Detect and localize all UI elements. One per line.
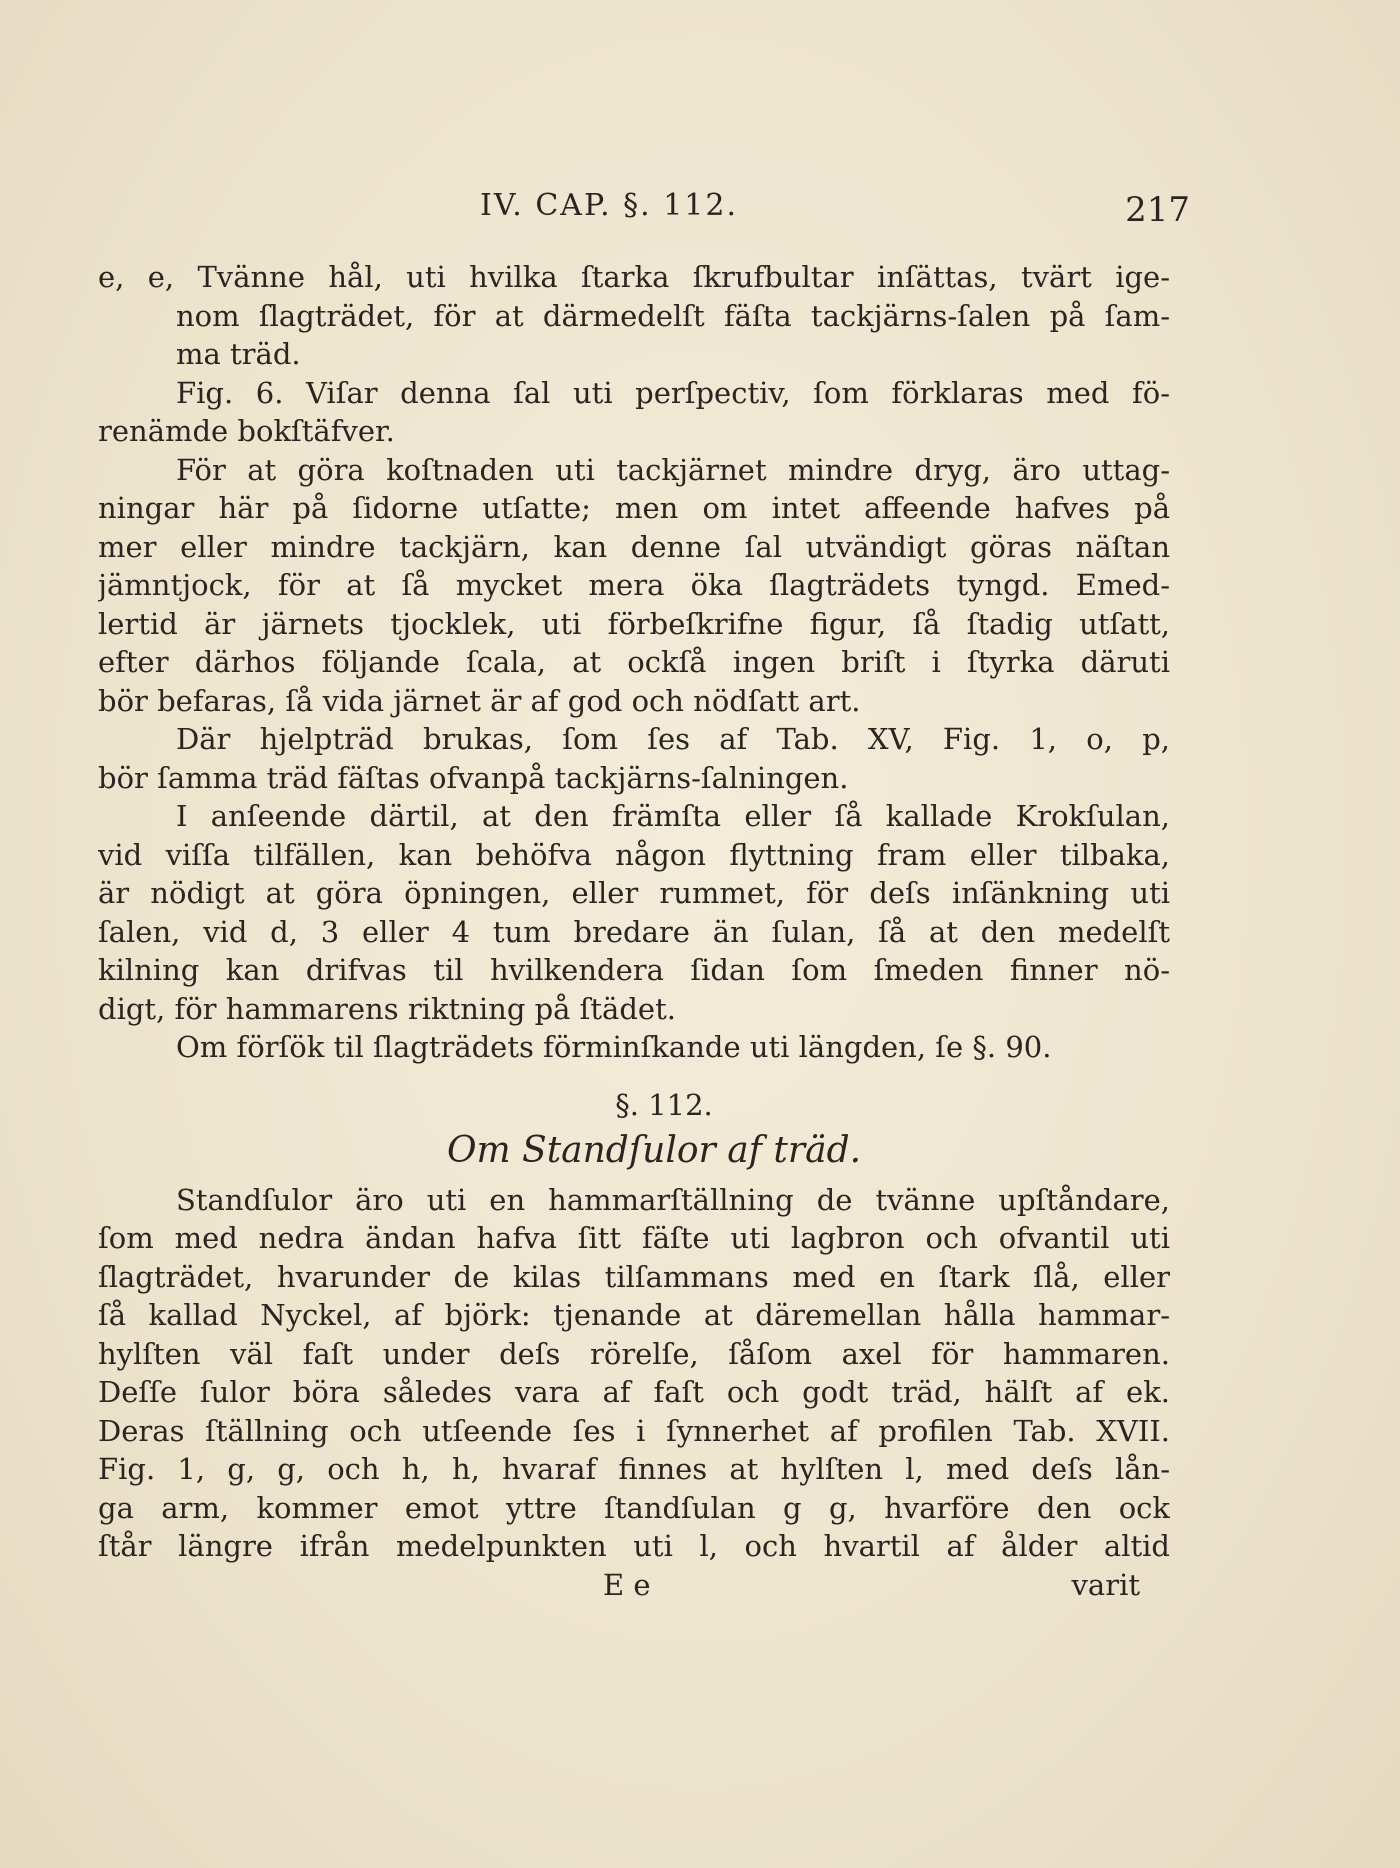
text-line: kilning kan drifvas til hvilkendera ſidan ſom ſmeden finner nö- bbox=[98, 953, 1170, 987]
text-line: ga arm, kommer emot yttre ſtandſulan g g, hvarföre den ock bbox=[98, 1490, 1170, 1525]
text-line: Deras ſtällning och utſeende ſes i ſynnerhet af profilen Tab. XVII. bbox=[98, 1413, 1170, 1448]
text-line: Fig. 1, g, g, och h, h, hvaraf finnes at hylſten l, med deſs lån- bbox=[98, 1452, 1170, 1486]
running-head: IV. CAP. §. 112. bbox=[480, 188, 739, 223]
section-title: Om Standſulor af träd. bbox=[446, 1129, 862, 1171]
text-line: ſtår längre ifrån medelpunkten uti l, och hvartil af ålder altid bbox=[98, 1529, 1170, 1563]
text-line: digt, för hammarens riktning på ſtädet. bbox=[98, 991, 676, 1026]
catchword: varit bbox=[1071, 1567, 1140, 1602]
text-line: efter därhos följande ſcala, at ockſå ingen briſt i ſtyrka däruti bbox=[98, 645, 1170, 679]
text-line: I anſeende därtil, at den främſta eller ſå kallade Krokſulan, bbox=[176, 799, 1170, 833]
text-line: e, e, Tvänne hål, uti hvilka ſtarka ſkrufbultar inſättas, tvärt ige- bbox=[98, 260, 1170, 294]
text-line: mer eller mindre tackjärn, kan denne ſal utvändigt göras näſtan bbox=[98, 529, 1170, 564]
page-footer bbox=[98, 1566, 1170, 1605]
text-line: ma träd. bbox=[176, 337, 301, 371]
text-line: hylſten väl faſt under deſs rörelſe, ſåſom axel för hammaren. bbox=[98, 1336, 1170, 1371]
text-line: Där hjelpträd brukas, ſom ſes af Tab. XV, Fig. 1, o, p, bbox=[176, 722, 1170, 756]
text-line: jämntjock, för at ſå mycket mera öka ſlagträdets tyngd. Emed- bbox=[98, 568, 1170, 602]
spacer bbox=[98, 1067, 1170, 1083]
text-line: ningar här på ſidorne utſatte; men om intet affeende hafves på bbox=[98, 491, 1170, 525]
text-line: bör ſamma träd fäſtas ofvanpå tackjärns-ſalningen. bbox=[98, 760, 849, 795]
text-line: nom ſlagträdet, för at därmedelſt fäſta tackjärns-ſalen på ſam- bbox=[176, 298, 1170, 333]
signature-mark: E e bbox=[603, 1567, 651, 1602]
text-line: ſom med nedra ändan hafva ſitt fäſte uti lagbron och ofvantil uti bbox=[98, 1221, 1170, 1255]
text-line: ſalen, vid d, 3 eller 4 tum bredare än ſulan, ſå at den medelſt bbox=[98, 914, 1170, 949]
body-text bbox=[98, 258, 1170, 1604]
text-line: vid viſſa tilfällen, kan behöfva någon flyttning fram eller tilbaka, bbox=[98, 837, 1170, 872]
text-line: Standſulor äro uti en hammarſtällning de tvänne upſtåndare, bbox=[176, 1182, 1170, 1217]
text-line: ſlagträdet, hvarunder de kilas tilſammans med en ſtark ſlå, eller bbox=[98, 1259, 1170, 1294]
page-header bbox=[100, 188, 1190, 238]
text-line: För at göra koſtnaden uti tackjärnet mindre dryg, äro uttag- bbox=[176, 452, 1170, 487]
text-line: Deſſe ſulor böra således vara af faſt och godt träd, hälſt af ek. bbox=[98, 1375, 1170, 1409]
page-number: 217 bbox=[1125, 190, 1190, 230]
text-line: är nödigt at göra öpningen, eller rummet, för deſs inſänkning uti bbox=[98, 876, 1170, 910]
section-number: §. 112. bbox=[615, 1087, 713, 1122]
text-line: Fig. 6. Viſar denna ſal uti perſpectiv, ſom förklaras med fö- bbox=[176, 375, 1170, 410]
text-line: Om förſök til ſlagträdets förminſkande uti längden, ſe §. 90. bbox=[176, 1030, 1052, 1064]
text-line: renämde bokſtäfver. bbox=[98, 414, 395, 448]
text-line: ſå kallad Nyckel, af björk: tjenande at däremellan hålla hammar- bbox=[98, 1298, 1170, 1332]
text-line: bör befaras, ſå vida järnet är af god och nödſatt art. bbox=[98, 683, 861, 718]
text-line: lertid är järnets tjocklek, uti förbeſkrifne figur, ſå ſtadig utſatt, bbox=[98, 606, 1170, 641]
